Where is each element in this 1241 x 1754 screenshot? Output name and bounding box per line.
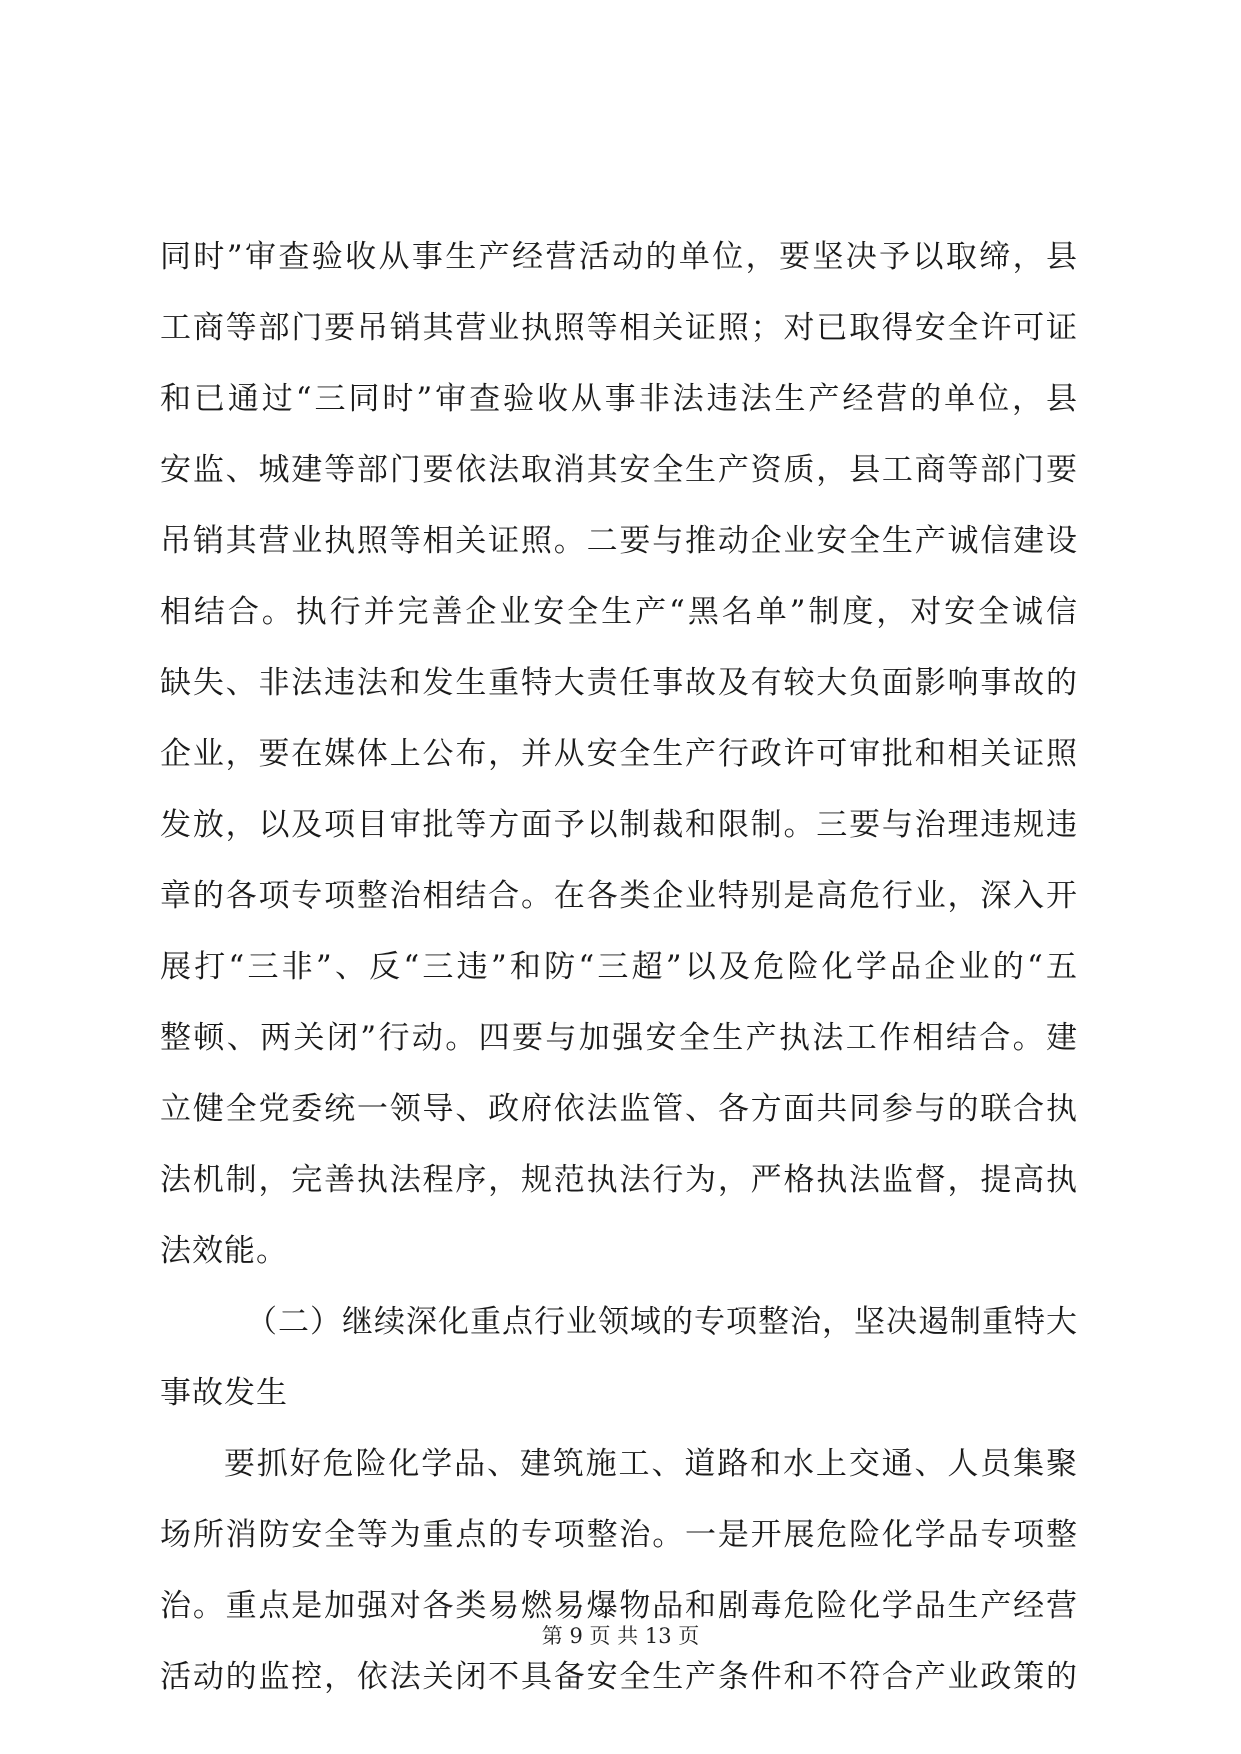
paragraph-line: 展打“三非”、反“三违”和防“三超”以及危险化学品企业的“五 — [160, 949, 1078, 985]
page-number-footer: 第 9 页 共 13 页 — [541, 1624, 700, 1648]
paragraph-line: 场所消防安全等为重点的专项整治。一是开展危险化学品专项整 — [160, 1517, 1078, 1553]
paragraph-line: 相结合。执行并完善企业安全生产“黑名单”制度，对安全诚信 — [160, 594, 1078, 630]
heading-line: （二）继续深化重点行业领域的专项整治，坚决遏制重特大 — [246, 1304, 1078, 1340]
paragraph-line: 缺失、非法违法和发生重特大责任事故及有较大负面影响事故的 — [160, 665, 1078, 701]
document-body — [160, 222, 1078, 1713]
paragraph-line: 同时”审查验收从事生产经营活动的单位，要坚决予以取缔，县 — [160, 239, 1078, 275]
paragraph-line: 法效能。 — [160, 1233, 288, 1269]
paragraph-line: 发放，以及项目审批等方面予以制裁和限制。三要与治理违规违 — [160, 807, 1078, 843]
paragraph-line: 法机制，完善执法程序，规范执法行为，严格执法监督，提高执 — [160, 1162, 1078, 1198]
paragraph-line: 章的各项专项整治相结合。在各类企业特别是高危行业，深入开 — [160, 878, 1078, 914]
paragraph-line: 活动的监控，依法关闭不具备安全生产条件和不符合产业政策的 — [160, 1659, 1078, 1695]
paragraph-line: 整顿、两关闭”行动。四要与加强安全生产执法工作相结合。建 — [160, 1020, 1078, 1056]
paragraph-1 — [160, 222, 1078, 1287]
section-heading — [160, 1287, 1078, 1429]
paragraph-line: 治。重点是加强对各类易燃易爆物品和剧毒危险化学品生产经营 — [160, 1588, 1078, 1624]
paragraph-line: 安监、城建等部门要依法取消其安全生产资质，县工商等部门要 — [160, 452, 1078, 488]
paragraph-line: 要抓好危险化学品、建筑施工、道路和水上交通、人员集聚 — [224, 1446, 1078, 1482]
heading-line: 事故发生 — [160, 1375, 288, 1411]
paragraph-line: 和已通过“三同时”审查验收从事非法违法生产经营的单位，县 — [160, 381, 1078, 417]
paragraph-line: 工商等部门要吊销其营业执照等相关证照；对已取得安全许可证 — [160, 310, 1078, 346]
paragraph-line: 企业，要在媒体上公布，并从安全生产行政许可审批和相关证照 — [160, 736, 1078, 772]
paragraph-line: 立健全党委统一领导、政府依法监管、各方面共同参与的联合执 — [160, 1091, 1078, 1127]
paragraph-line: 吊销其营业执照等相关证照。二要与推动企业安全生产诚信建设 — [160, 523, 1078, 559]
paragraph-2 — [160, 1429, 1078, 1713]
